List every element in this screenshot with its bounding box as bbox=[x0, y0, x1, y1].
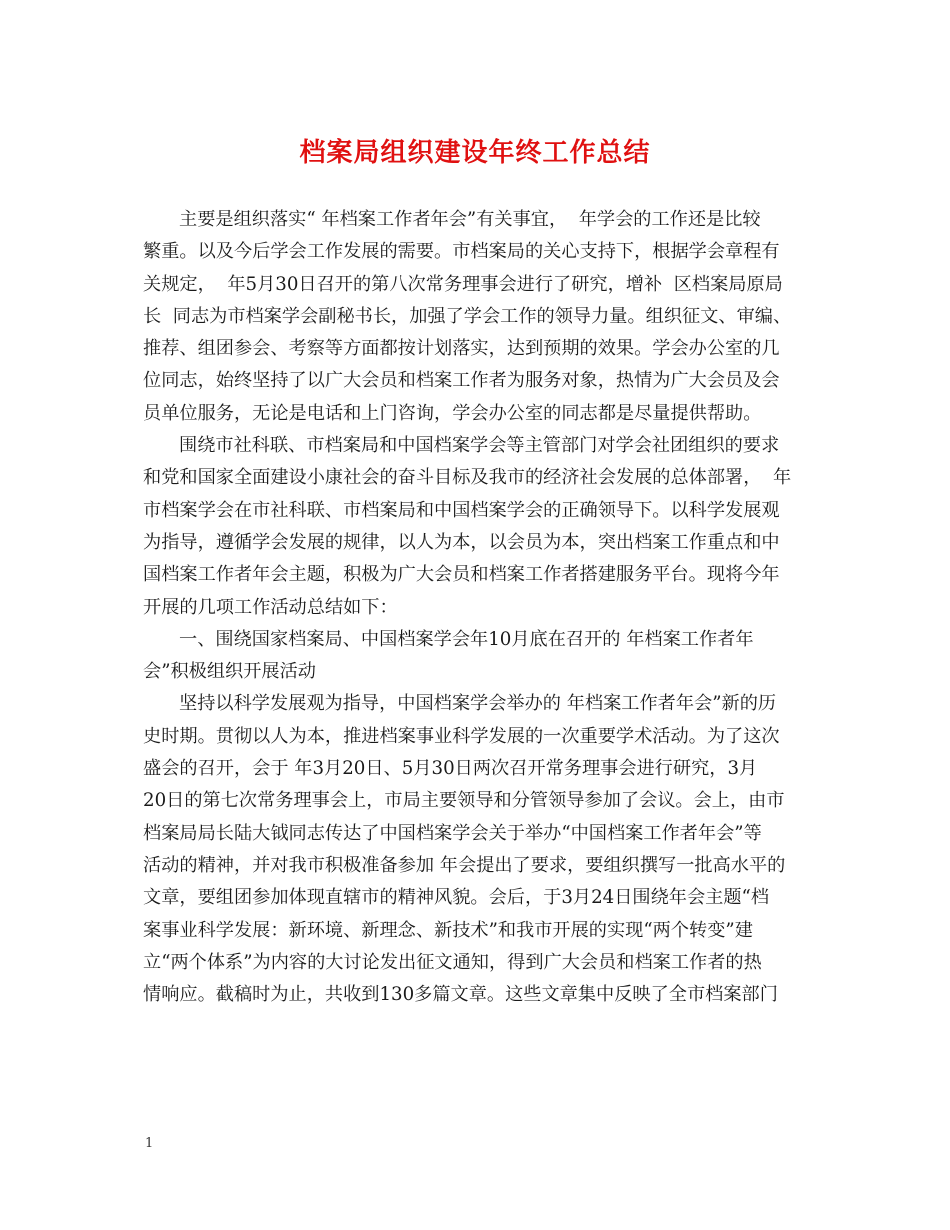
text-line: 繁重。以及今后学会工作发展的需要。市档案局的关心支持下，根据学会章程有 bbox=[143, 241, 780, 263]
text-line: 推荐、组团参会、考察等方面都按计划落实，达到预期的效果。学会办公室的几 bbox=[143, 338, 780, 360]
text-line: 坚持以科学发展观为指导，中国档案学会举办的 年档案工作者年会”新的历 bbox=[179, 693, 777, 715]
text-line: 国档案工作者年会主题，积极为广大会员和档案工作者搭建服务平台。现将今年 bbox=[143, 564, 780, 586]
text-line: 20日的第七次常务理事会上，市局主要领导和分管领导参加了会议。会上，由市 bbox=[143, 790, 785, 812]
text-line: 主要是组织落实“ 年档案工作者年会”有关事宜， 年学会的工作还是比较 bbox=[179, 209, 761, 230]
text-line: 史时期。贯彻以人为本，推进档案事业科学发展的一次重要学术活动。为了这次 bbox=[143, 725, 780, 747]
text-line: 位同志，始终坚持了以广大会员和档案工作者为服务对象，热情为广大会员及会 bbox=[143, 370, 780, 392]
text-line: 员单位服务，无论是电话和上门咨询，学会办公室的同志都是尽量提供帮助。 bbox=[143, 402, 762, 424]
text-line: 情响应。截稿时为止，共收到130多篇文章。这些文章集中反映了全市档案部门 bbox=[143, 984, 778, 1006]
text-line: 立“两个体系”为内容的大讨论发出征文通知，得到广大会员和档案工作者的热 bbox=[143, 951, 762, 973]
text-line: 为指导，遵循学会发展的规律，以人为本，以会员为本，突出档案工作重点和中 bbox=[143, 531, 780, 553]
text-line: 案事业科学发展：新环境、新理念、新技术”和我市开展的实现“两个转变”建 bbox=[143, 919, 753, 941]
text-line: 开展的几项工作活动总结如下： bbox=[143, 596, 398, 618]
text-line: 关规定， 年5月30日召开的第八次常务理事会进行了研究，增补 区档案局原局 bbox=[143, 273, 783, 295]
text-line: 围绕市社科联、市档案局和中国档案学会等主管部门对学会社团组织的要求 bbox=[179, 435, 780, 457]
text-line: 活动的精神，并对我市积极准备参加 年会提出了要求，要组织撰写一批高水平的 bbox=[143, 854, 786, 876]
document-title: 档案局组织建设年终工作总结 bbox=[299, 138, 651, 168]
text-line: 会”积极组织开展活动 bbox=[143, 661, 316, 683]
text-line: 长 同志为市档案学会副秘书长，加强了学会工作的领导力量。组织征文、审编、 bbox=[143, 305, 792, 327]
page-number: 1 bbox=[145, 1136, 154, 1151]
document-body bbox=[143, 204, 807, 1011]
text-line: 市档案学会在市社科联、市档案局和中国档案学会的正确领导下。以科学发展观 bbox=[143, 499, 780, 521]
text-line: 文章，要组团参加体现直辖市的精神风貌。会后，于3月24日围绕年会主题“档 bbox=[143, 887, 770, 909]
text-line: 和党和国家全面建设小康社会的奋斗目标及我市的经济社会发展的总体部署， 年 bbox=[143, 467, 792, 489]
text-line: 盛会的召开，会于 年3月20日、5月30日两次召开常务理事会进行研究，3月 bbox=[143, 758, 758, 780]
text-line: 档案局局长陆大钺同志传达了中国档案学会关于举办“中国档案工作者年会”等 bbox=[143, 822, 762, 844]
text-line: 一、围绕国家档案局、中国档案学会年10月底在召开的 年档案工作者年 bbox=[179, 628, 754, 650]
